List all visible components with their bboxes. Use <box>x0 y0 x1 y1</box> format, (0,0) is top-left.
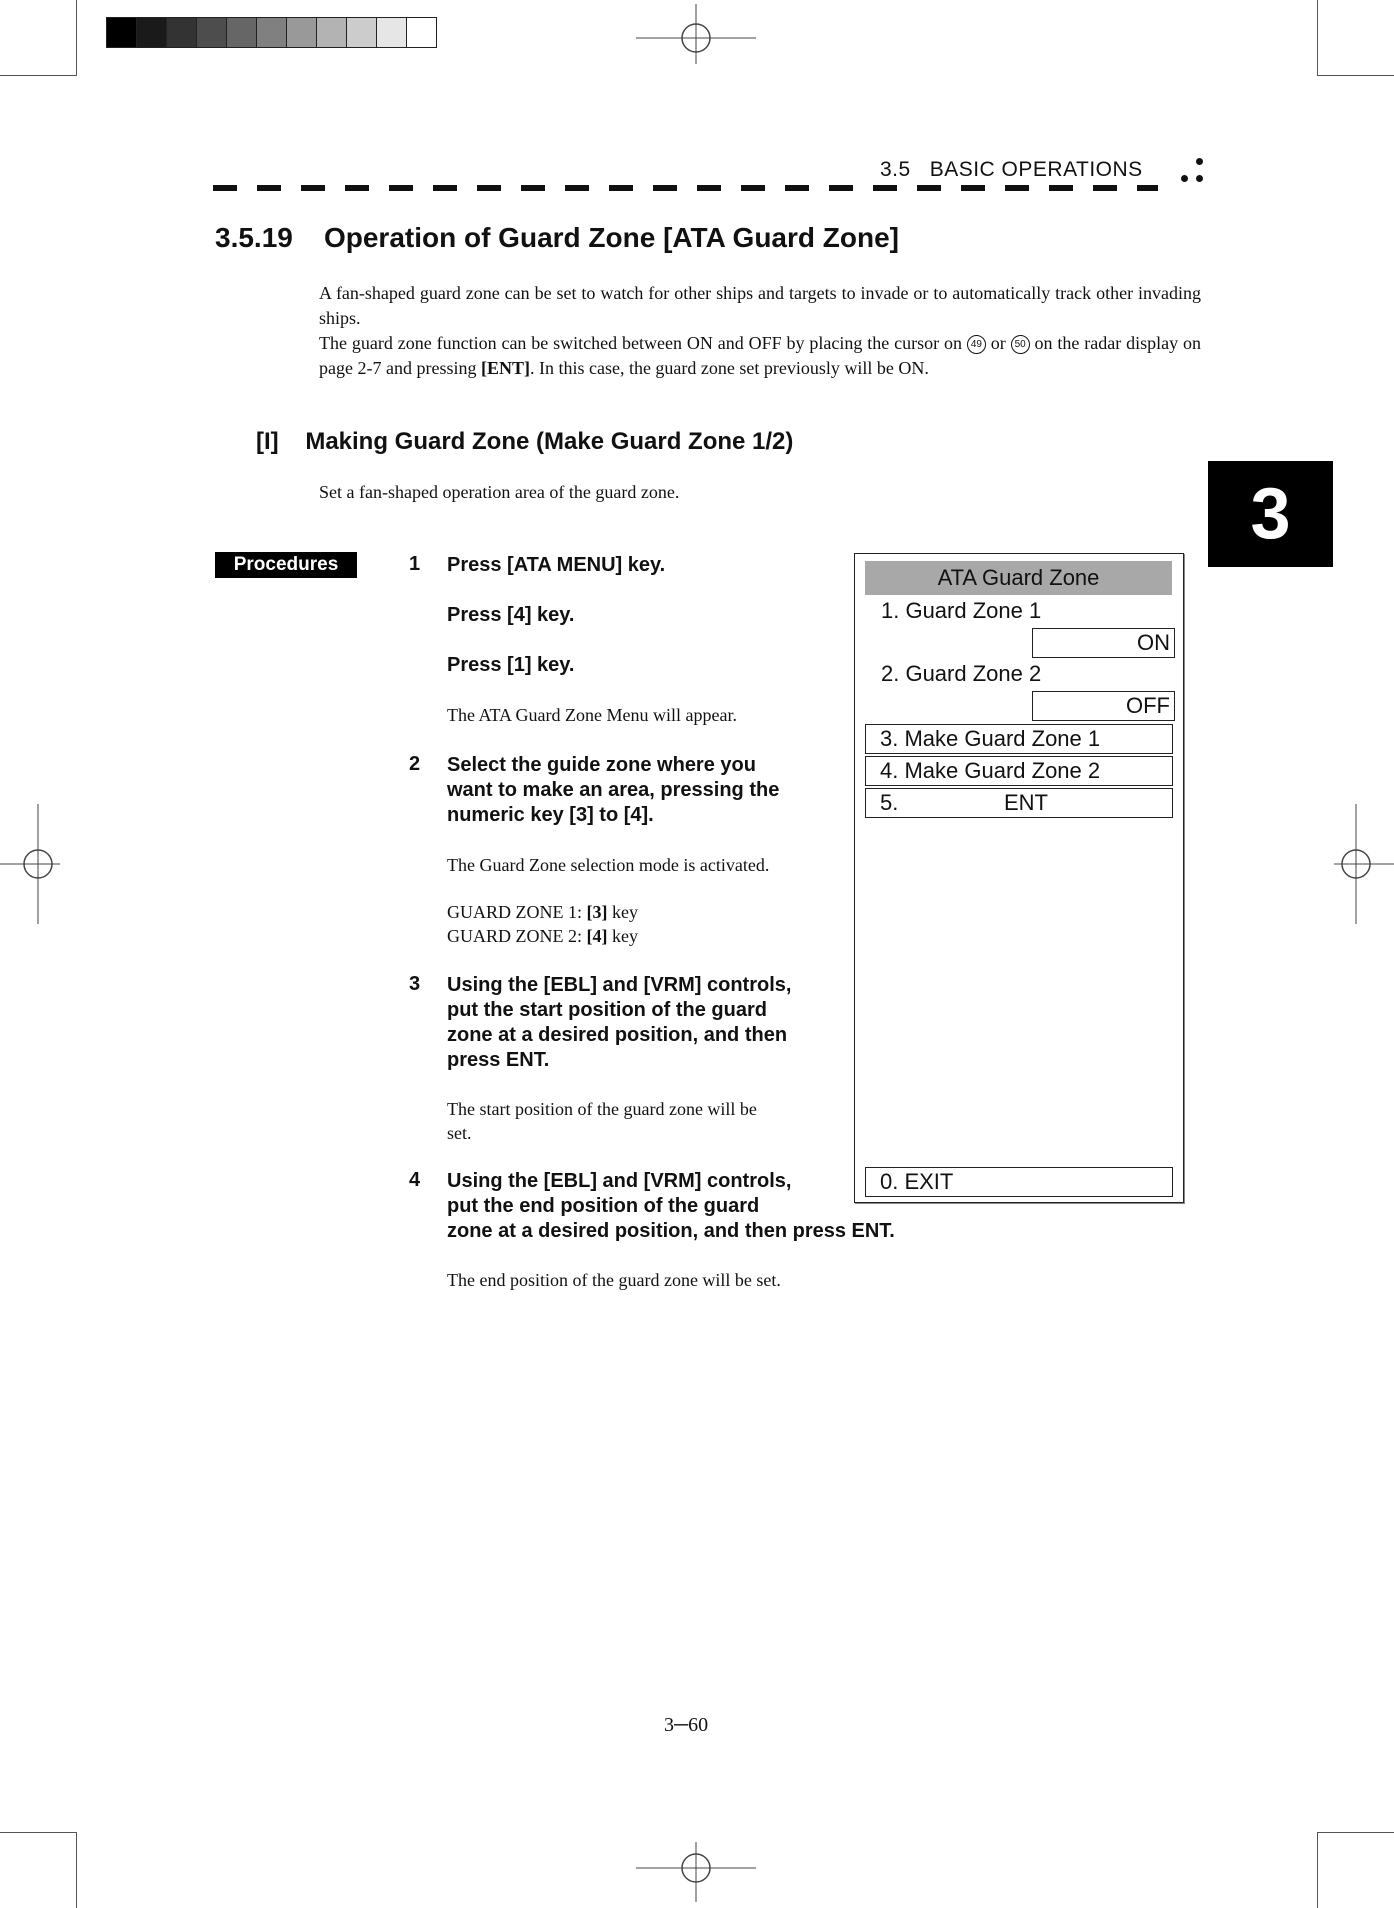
gz2-key: [4] <box>586 926 608 946</box>
step-2-number: 2 <box>409 753 421 775</box>
crop-mark <box>0 1832 76 1833</box>
menu-item-make-guard-zone-2[interactable]: 4. Make Guard Zone 2 <box>865 756 1173 786</box>
page-number: 3─60 <box>664 1714 709 1736</box>
registration-mark-icon <box>636 4 756 64</box>
header-rule <box>213 185 1158 191</box>
step-2-note: The Guard Zone selection mode is activated. <box>447 855 770 875</box>
menu-item-ent[interactable] <box>865 788 1173 818</box>
registration-mark-icon <box>1334 804 1394 924</box>
step-2-line-2: want to make an area, pressing the <box>447 779 780 801</box>
crop-mark <box>1317 0 1318 76</box>
step-2-text <box>447 753 779 828</box>
guard-zone-1-value[interactable]: ON <box>1032 628 1175 658</box>
registration-mark-icon <box>0 804 60 924</box>
step-4-text <box>447 1169 895 1244</box>
step-2-line-3: numeric key [3] to [4]. <box>447 804 654 826</box>
callout-49-icon: 49 <box>967 335 986 354</box>
step-3-line-4: press ENT. <box>447 1049 550 1071</box>
ata-guard-zone-menu <box>854 553 1184 1203</box>
procedures-label: Procedures <box>215 552 357 578</box>
crop-mark <box>76 0 77 76</box>
grayscale-bar <box>106 17 437 48</box>
step-4-note: The end position of the guard zone will be set. <box>447 1270 781 1290</box>
step-1-number: 1 <box>409 553 421 575</box>
ent-item-label: ENT <box>1004 790 1048 815</box>
step-3-note-line-2: set. <box>447 1123 472 1143</box>
intro-paragraph <box>319 281 1201 381</box>
step-2-keys <box>447 900 638 948</box>
ent-key-label: [ENT] <box>480 358 530 378</box>
intro-text-2a: The guard zone function can be switched between ON and OFF by placing the cursor on <box>319 333 967 353</box>
step-2-line-1: Select the guide zone where you <box>447 754 756 776</box>
step-4-line-1: Using the [EBL] and [VRM] controls, <box>447 1170 792 1192</box>
gz1-suffix: key <box>607 902 638 922</box>
step-1-text-b: Press [4] key. <box>447 604 575 626</box>
step-3-note <box>447 1097 757 1145</box>
chapter-tab: 3 <box>1208 461 1333 567</box>
step-1-note: The ATA Guard Zone Menu will appear. <box>447 705 737 725</box>
gz1-key: [3] <box>586 902 608 922</box>
step-1-text-a: Press [ATA MENU] key. <box>447 554 666 576</box>
step-3-line-1: Using the [EBL] and [VRM] controls, <box>447 974 792 996</box>
ent-item-number: 5. <box>880 790 899 815</box>
menu-item-make-guard-zone-1[interactable]: 3. Make Guard Zone 1 <box>865 724 1173 754</box>
step-4-line-2: put the end position of the guard <box>447 1195 760 1217</box>
menu-item-exit[interactable]: 0. EXIT <box>865 1167 1173 1197</box>
step-3-note-line-1: The start position of the guard zone will be <box>447 1099 757 1119</box>
menu-title: ATA Guard Zone <box>865 561 1172 595</box>
step-4-number: 4 <box>409 1169 421 1191</box>
crop-mark <box>76 1832 77 1908</box>
step-3-line-2: put the start position of the guard <box>447 999 767 1021</box>
crop-mark <box>1317 1832 1318 1908</box>
crop-mark <box>1317 75 1394 76</box>
intro-text-2d: . In this case, the guard zone set previously will be ON. <box>529 358 929 378</box>
running-header: 3.5 BASIC OPERATIONS <box>880 158 1143 181</box>
step-4-line-3: zone at a desired position, and then press ENT. <box>447 1220 895 1242</box>
guard-zone-2-value[interactable]: OFF <box>1032 691 1175 721</box>
gz1-label: GUARD ZONE 1: <box>447 902 587 922</box>
intro-text-1: A fan-shaped guard zone can be set to watch for other ships and targets to invade or to automatically track other invading ships. <box>319 283 1201 328</box>
step-3-number: 3 <box>409 973 421 995</box>
gz2-suffix: key <box>607 926 638 946</box>
section-title: 3.5.19 Operation of Guard Zone [ATA Guard Zone] <box>215 222 899 253</box>
menu-item-guard-zone-2[interactable]: 2. Guard Zone 2 <box>881 661 1042 686</box>
menu-item-guard-zone-1[interactable]: 1. Guard Zone 1 <box>881 598 1042 623</box>
crop-mark <box>1317 1832 1394 1833</box>
subsection-title: [I] Making Guard Zone (Make Guard Zone 1/2) <box>256 428 794 455</box>
step-3-line-3: zone at a desired position, and then <box>447 1024 788 1046</box>
intro-text-2c: on the radar display on page 2-7 and pressing <box>319 333 1202 378</box>
callout-50-icon: 50 <box>1011 335 1030 354</box>
gz2-label: GUARD ZONE 2: <box>447 926 587 946</box>
subsection-desc: Set a fan-shaped operation area of the guard zone. <box>319 482 680 502</box>
step-1-text-c: Press [1] key. <box>447 654 575 676</box>
crop-mark <box>0 75 76 76</box>
intro-text-2b: or <box>985 333 1011 353</box>
registration-mark-icon <box>636 1842 756 1902</box>
step-3-text <box>447 973 791 1073</box>
